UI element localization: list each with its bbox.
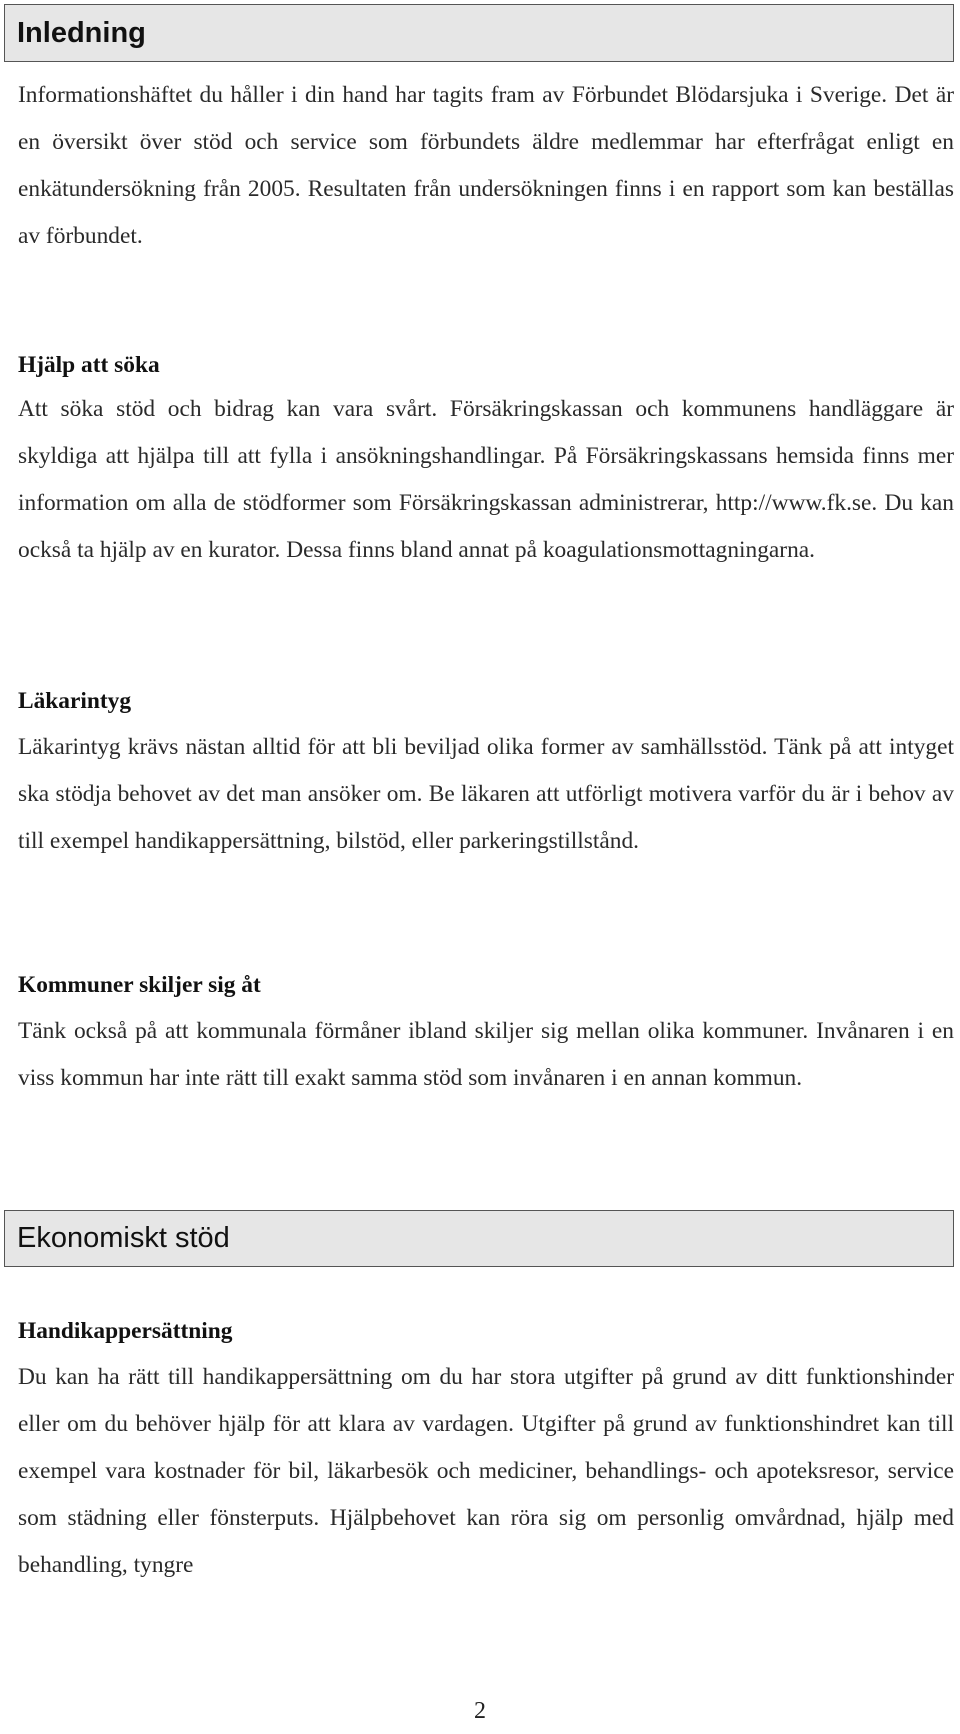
heading-hjalp-att-soka: Hjälp att söka xyxy=(18,352,160,378)
kommuner-paragraph: Tänk också på att kommunala förmåner ibland skiljer sig mellan olika kommuner. Invånaren i en viss kommun har inte rätt till exakt samma stöd som invånaren i en annan kommun. xyxy=(18,1018,954,1091)
section-title-ekonomiskt-stod: Ekonomiskt stöd xyxy=(17,1222,230,1254)
heading-kommuner: Kommuner skiljer sig åt xyxy=(18,972,261,998)
heading-handikappersattning: Handikappersättning xyxy=(18,1318,233,1344)
page-number: 2 xyxy=(474,1698,486,1724)
hjalp-paragraph: Att söka stöd och bidrag kan vara svårt. Försäkringskassan och kommunens handläggare är skyldiga att hjälpa till att fylla i ansökningshandlingar. På Försäkringskassans hemsida finns mer information om alla de stödformer som Försäkringskassan administrerar, http://www.fk.se. Du kan också ta hjälp av en kurator. Dessa finns bland annat på koagulationsmottagningarna. xyxy=(18,396,954,563)
section-heading-inledning xyxy=(4,4,954,62)
intro-paragraph: Informationshäftet du håller i din hand har tagits fram av Förbundet Blödarsjuka i Sverige. Det är en översikt över stöd och service som förbundets äldre medlemmar har efterfrågat enligt en enkätundersökning från 2005. Resultaten från undersökningen finns i en rapport som kan beställas av förbundet. xyxy=(18,82,954,249)
section-title-inledning: Inledning xyxy=(17,16,146,49)
handikapp-paragraph: Du kan ha rätt till handikappersättning om du har stora utgifter på grund av ditt funktionshinder eller om du behöver hjälp för att klara av vardagen. Utgifter på grund av funktionshindret kan till exempel vara kostnader för bil, läkarbesök och mediciner, behandlings- och apoteksresor, service som städning eller fönsterputs. Hjälpbehovet kan röra sig om personlig omvårdnad, hjälp med behandling, tyngre xyxy=(18,1364,954,1578)
heading-lakarintyg: Läkarintyg xyxy=(18,688,132,714)
section-heading-ekonomiskt-stod xyxy=(4,1210,954,1267)
lakarintyg-paragraph: Läkarintyg krävs nästan alltid för att bli beviljad olika former av samhällsstöd. Tänk på att intyget ska stödja behovet av det man ansöker om. Be läkaren att utförligt motivera varför du är i behov av till exempel handikappersättning, bilstöd, eller parkeringstillstånd. xyxy=(18,734,954,854)
